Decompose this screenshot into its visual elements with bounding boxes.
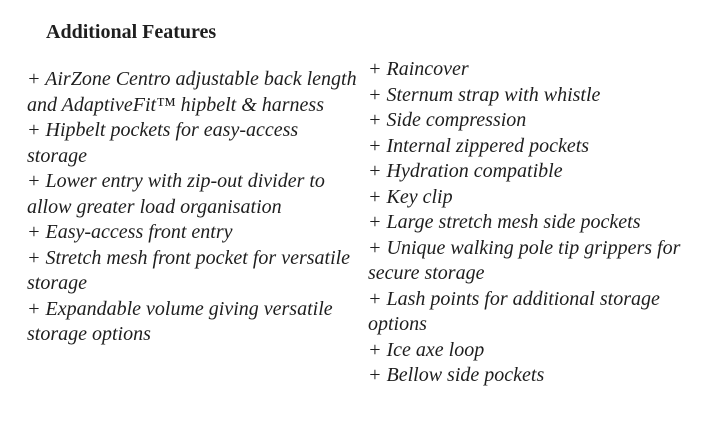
feature-item: + Raincover xyxy=(368,58,469,80)
feature-item: + Easy-access front entry xyxy=(27,221,233,243)
feature-item: + Stretch mesh front pocket for versatile storage xyxy=(27,246,351,294)
feature-item: + Lash points for additional storage options xyxy=(368,287,660,335)
feature-item: + Hipbelt pockets for easy-access storage xyxy=(27,119,299,167)
feature-list-right xyxy=(368,57,700,389)
feature-item: + Side compression xyxy=(368,109,527,131)
feature-item: + AirZone Centro adjustable back length and AdaptiveFit™ hipbelt & harness xyxy=(27,68,357,116)
feature-list-left xyxy=(27,67,362,348)
feature-item: + Unique walking pole tip grippers for secure storage xyxy=(368,236,681,284)
feature-item: + Sternum strap with whistle xyxy=(368,83,601,106)
feature-item: + Internal zippered pockets xyxy=(368,134,590,157)
feature-item: + Hydration compatible xyxy=(368,160,563,182)
feature-item: + Key clip xyxy=(368,185,453,208)
section-heading: Additional Features xyxy=(46,21,217,43)
feature-item: + Expandable volume giving versatile storage options xyxy=(27,297,333,345)
feature-item: + Ice axe loop xyxy=(368,338,485,361)
feature-item: + Lower entry with zip-out divider to allow greater load organisation xyxy=(27,170,325,218)
feature-item: + Large stretch mesh side pockets xyxy=(368,211,641,233)
feature-item: + Bellow side pockets xyxy=(368,364,545,386)
